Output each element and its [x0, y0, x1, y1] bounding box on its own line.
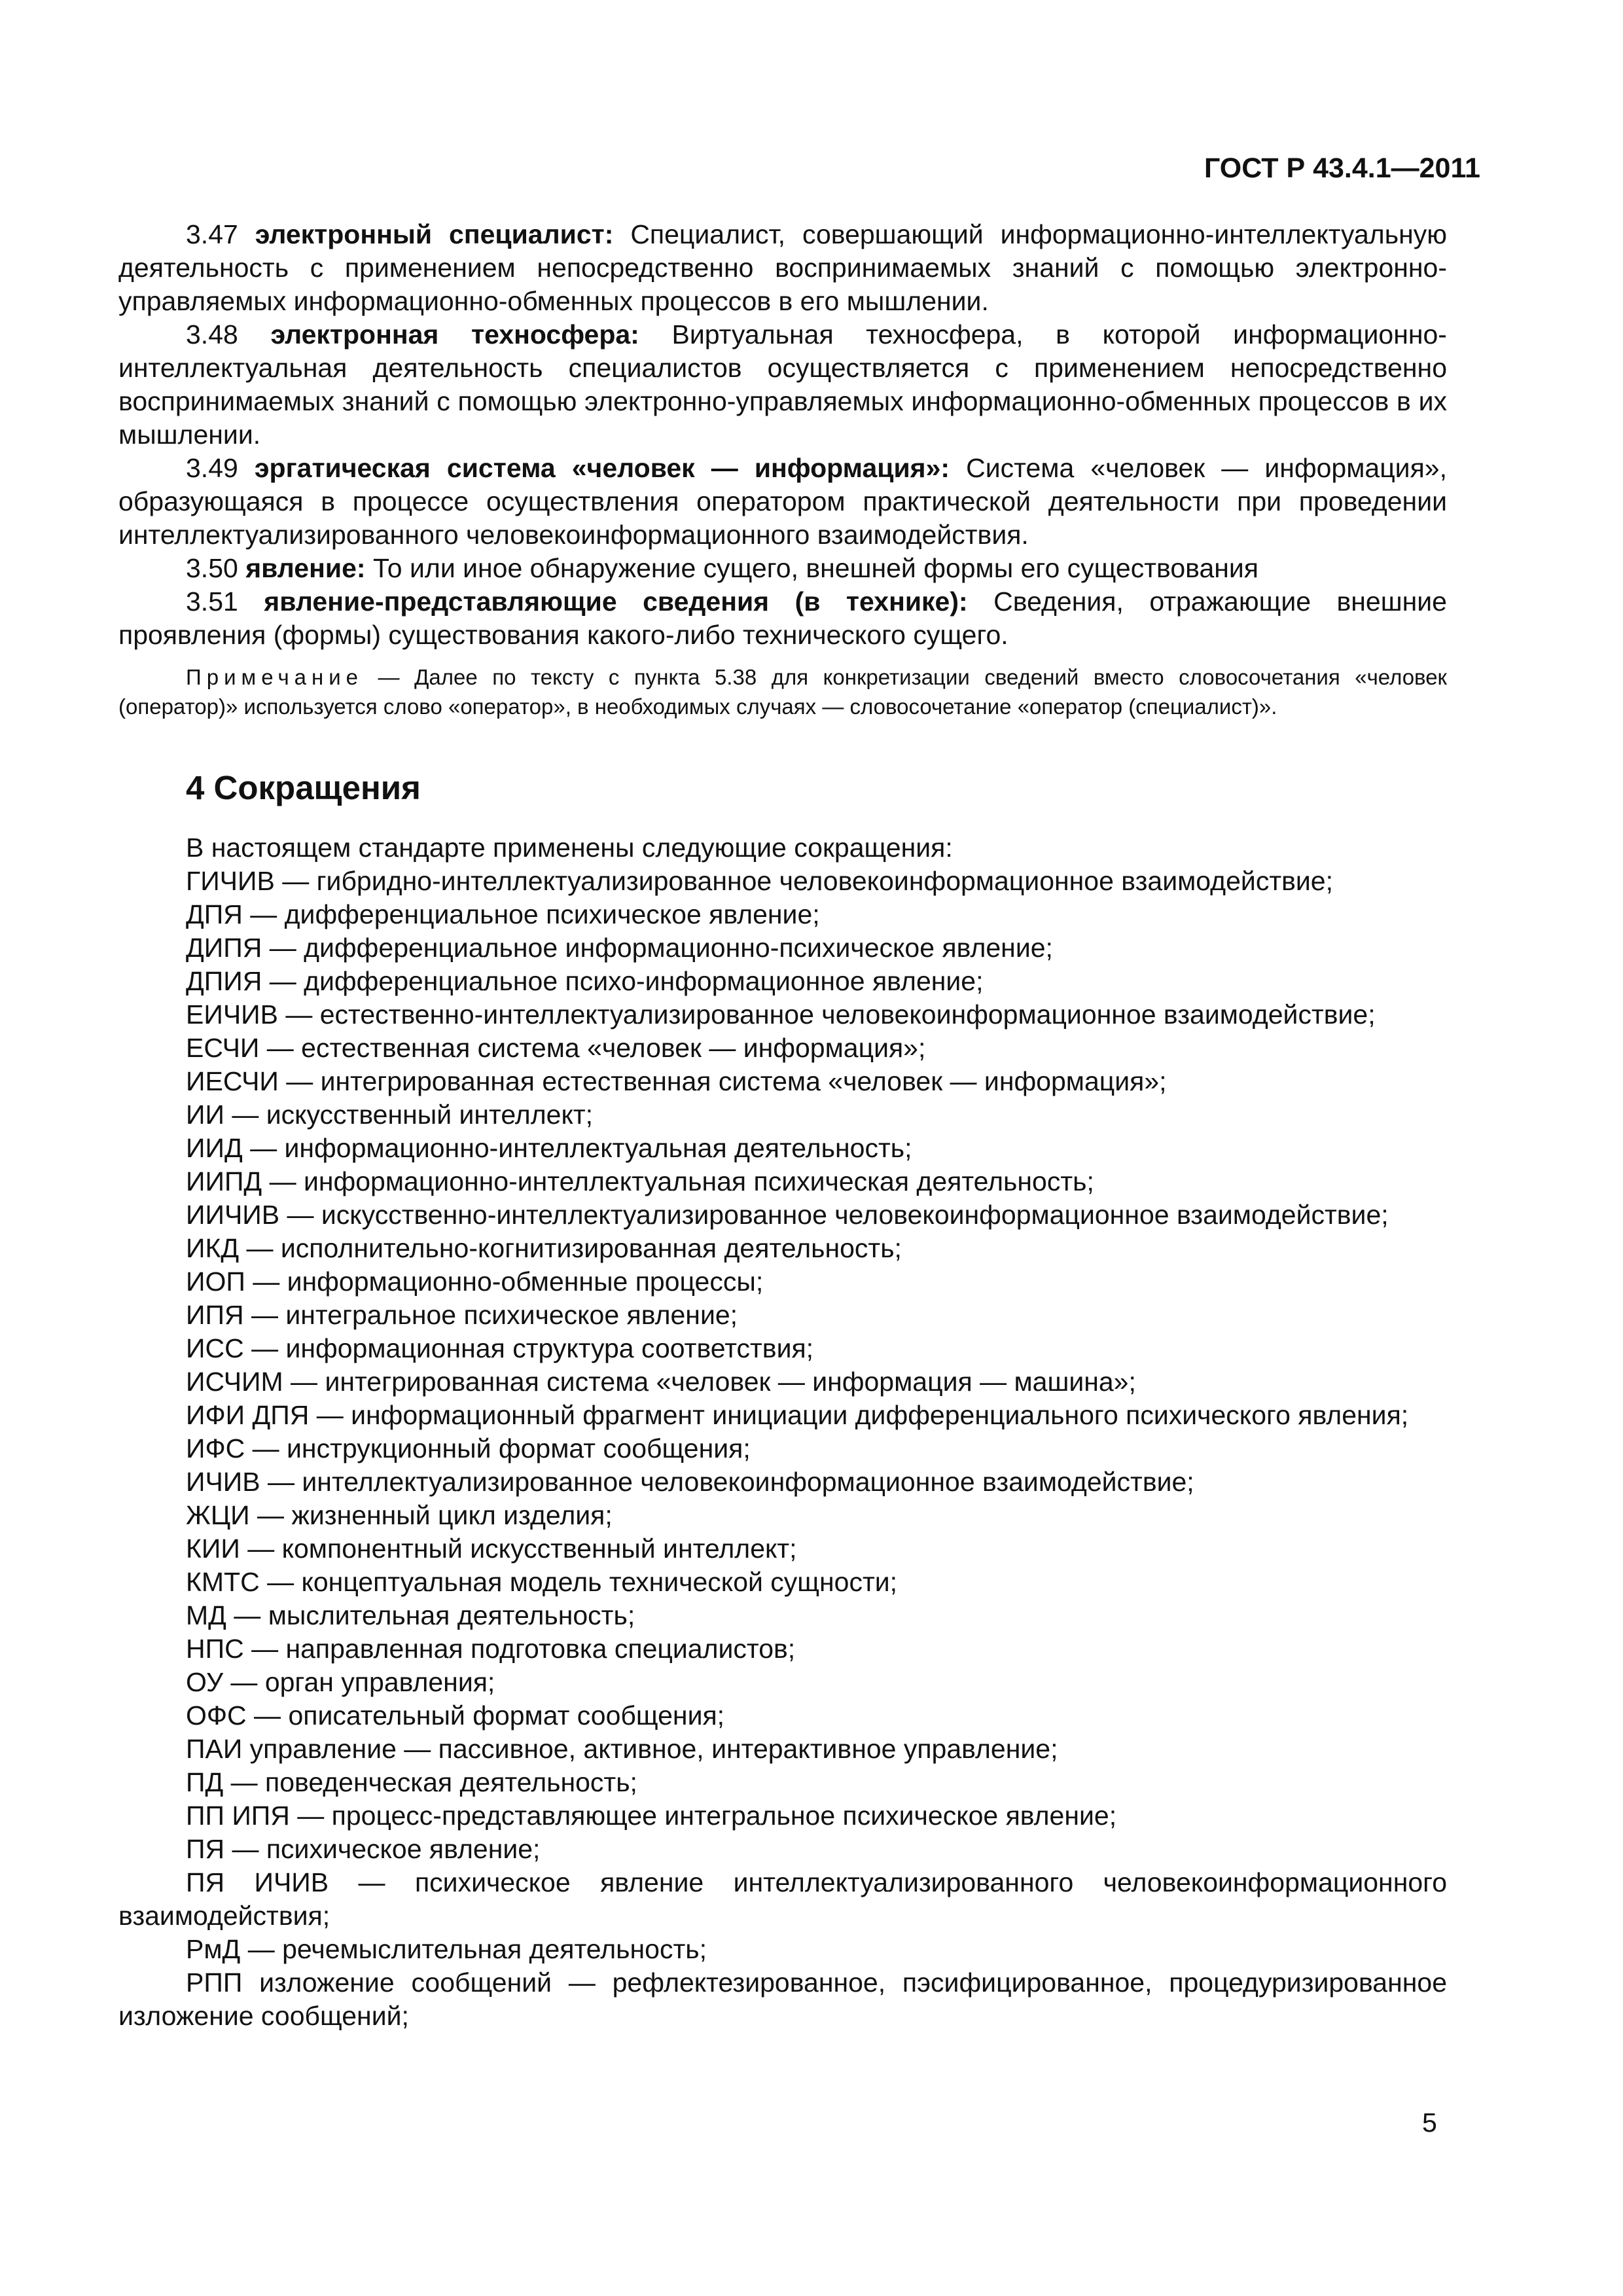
- page-number: 5: [1422, 2108, 1437, 2138]
- abbreviation-item: ИОП — информационно-обменные процессы;: [186, 1266, 764, 1297]
- abbreviation-item: ИСЧИМ — интегрированная система «человек — информация — машина»;: [186, 1367, 1136, 1397]
- abbreviation-item: ИЧИВ — интеллектуализированное человекоинформационное взаимодействие;: [186, 1467, 1194, 1497]
- abbreviation-item: ИИЧИВ — искусственно-интеллектуализированное человекоинформационное взаимодействие;: [186, 1200, 1389, 1230]
- abbreviation-item: МД — мыслительная деятельность;: [186, 1600, 635, 1630]
- abbreviation-item: КИИ — компонентный искусственный интеллект;: [186, 1534, 797, 1564]
- term-entry: [118, 218, 1447, 318]
- note: [118, 662, 1447, 721]
- abbreviation-item: ПЯ — психическое явление;: [186, 1834, 541, 1864]
- term-entry: [118, 585, 1447, 652]
- term-number: 3.48: [186, 319, 238, 350]
- term-name: эргатическая система «человек — информация»:: [254, 453, 950, 483]
- term-number: 3.51: [186, 586, 238, 617]
- abbreviation-item: РмД — речемыслительная деятельность;: [186, 1934, 707, 1964]
- abbreviation-item: ДИПЯ — дифференциальное информационно-психическое явление;: [186, 933, 1053, 963]
- abbreviation-item: ИИПД — информационно-интеллектуальная психическая деятельность;: [186, 1166, 1094, 1196]
- term-name: явление:: [245, 553, 366, 583]
- abbreviation-item: ДПЯ — дифференциальное психическое явление;: [186, 899, 820, 929]
- abbreviation-item: ПЯ ИЧИВ — психическое явление интеллектуализированного человекоинформационного взаимодействия;: [118, 1867, 1447, 1931]
- term-entry: [118, 452, 1447, 552]
- term-entry: [118, 318, 1447, 452]
- term-definition: То или иное обнаружение сущего, внешней формы его существования: [372, 553, 1258, 583]
- abbreviation-item: ГИЧИВ — гибридно-интеллектуализированное человекоинформационное взаимодействие;: [186, 866, 1333, 896]
- abbreviation-item: ЕСЧИ — естественная система «человек — информация»;: [186, 1033, 926, 1063]
- abbreviation-item: ПАИ управление — пассивное, активное, интерактивное управление;: [186, 1734, 1058, 1764]
- abbreviation-item: КМТС — концептуальная модель технической сущности;: [186, 1567, 898, 1597]
- term-number: 3.47: [186, 219, 238, 249]
- abbreviation-item: ИФИ ДПЯ — информационный фрагмент инициации дифференциального психического явления;: [186, 1400, 1409, 1430]
- term-definition: Система «человек — информация», образующаяся в процессе осуществления оператором практической деятельности при проведении интеллектуализированного человекоинформационного взаимодействия.: [118, 453, 1447, 550]
- abbreviation-item: ИПЯ — интегральное психическое явление;: [186, 1300, 738, 1330]
- term-definition: Специалист, совершающий информационно-интеллектуальную деятельность с применением непосредственно воспринимаемых знаний с помощью электронно-управляемых информационно-обменных процессов в его мышлении.: [118, 219, 1447, 316]
- abbreviation-item: ИСС — информационная структура соответствия;: [186, 1333, 814, 1363]
- abbreviation-item: НПС — направленная подготовка специалистов;: [186, 1634, 796, 1664]
- abbreviation-item: ИИД — информационно-интеллектуальная деятельность;: [186, 1133, 912, 1163]
- note-text: — Далее по тексту с пункта 5.38 для конкретизации сведений вместо словосочетания «человек (оператор)» используется слово «оператор», в необходимых случаях — словосочетание «оператор (специалист)».: [118, 665, 1447, 719]
- term-number: 3.50: [186, 553, 238, 583]
- abbreviation-item: ИКД — исполнительно-когнитизированная деятельность;: [186, 1233, 902, 1263]
- abbreviation-item: ИФС — инструкционный формат сообщения;: [186, 1433, 751, 1463]
- abbreviation-item: ЕИЧИВ — естественно-интеллектуализированное человекоинформационное взаимодействие;: [186, 999, 1376, 1030]
- term-entry: [118, 552, 1447, 585]
- term-name: явление-представляющие сведения (в технике):: [264, 586, 968, 617]
- section-heading: 4 Сокращения: [186, 769, 421, 806]
- page-content: [118, 218, 1447, 2033]
- section-intro: В настоящем стандарте применены следующие сокращения:: [186, 833, 953, 863]
- abbreviations-list: [118, 865, 1447, 2033]
- document-code: ГОСТ Р 43.4.1—2011: [1204, 152, 1480, 184]
- abbreviation-item: ОУ — орган управления;: [186, 1667, 495, 1697]
- abbreviation-item: ПД — поведенческая деятельность;: [186, 1767, 637, 1797]
- abbreviation-item: ПП ИПЯ — процесс-представляющее интегральное психическое явление;: [186, 1801, 1117, 1831]
- note-label: Примечание: [186, 665, 364, 689]
- abbreviation-item: ДПИЯ — дифференциальное психо-информационное явление;: [186, 966, 984, 996]
- abbreviation-item: ЖЦИ — жизненный цикл изделия;: [186, 1500, 613, 1530]
- abbreviation-item: ИЕСЧИ — интегрированная естественная система «человек — информация»;: [186, 1066, 1167, 1096]
- term-name: электронный специалист:: [255, 219, 614, 249]
- abbreviation-item: ИИ — искусственный интеллект;: [186, 1100, 594, 1130]
- term-definition: Сведения, отражающие внешние проявления (формы) существования какого-либо технического сущего.: [118, 586, 1447, 650]
- term-definition: Виртуальная техносфера, в которой информационно-интеллектуальная деятельность специалистов осуществляется с применением непосредственно воспринимаемых знаний с помощью электронно-управляемых информационно-обменных процессов в их мышлении.: [118, 319, 1447, 450]
- terms-section: [118, 218, 1447, 652]
- abbreviation-item: РПП изложение сообщений — рефлектезированное, пэсифицированное, процедуризированное изложение сообщений;: [118, 1967, 1447, 2031]
- term-number: 3.49: [186, 453, 238, 483]
- abbreviation-item: ОФС — описательный формат сообщения;: [186, 1700, 725, 1731]
- term-name: электронная техносфера:: [270, 319, 639, 350]
